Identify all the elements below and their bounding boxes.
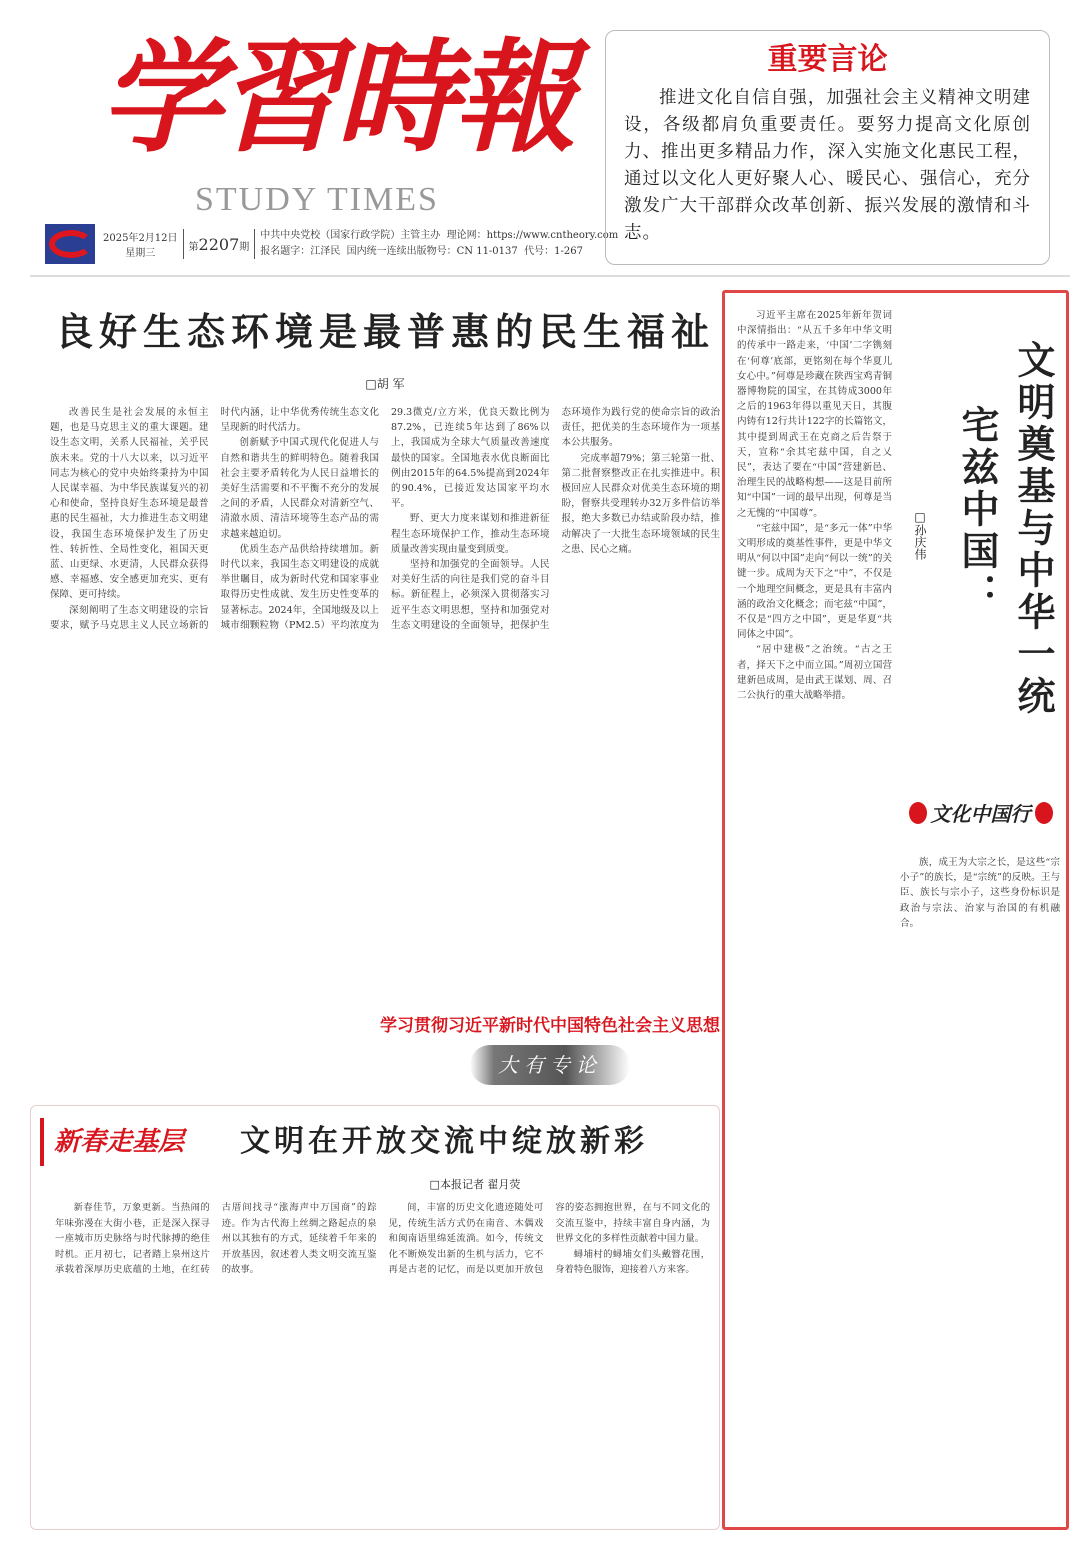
quote-text: 推进文化自信自强，加强社会主义精神文明建设，各级都肩负重要责任。要努力提高文化原创力、推出更多精品力作，深入实施文化惠民工程，通过以文化人更好聚人心、暖民心、强信心，充分激发广大干部群众改革创新、振兴发展的激情和斗志。	[624, 88, 1031, 243]
paragraph: 完成率超79%；第三轮第一批、第二批督察整改正在扎实推进中。积极回应人民群众对优美生态环境的期盼，督察共受理转办32万多件信访举报，绝大多数已办结或阶段办结，推动解决了一大批生态环境领域的民生之患、民心之痛。	[561, 452, 720, 555]
paragraph: 优质生态产品供给持续增加。新时代以来，我国生态文明建设的成就举世瞩目，成为新时代党和国家事业取得历史性成就、发生历史性变革的显著标志。2024年，全国地级及以上城市细颗粒物（PM2.5）平均浓度为29.3微克/立方米，优良天数比例为87.2%，已连续5年达到了86%以上，我国成为全球大气质量改善速度最快的国家。全国地表水优良断面比例由2015年的64.5%提高到2024年的90.4%，已接近发达国家平均水平。	[220, 407, 550, 631]
article2-body	[55, 1200, 710, 1525]
paragraph: 习近平主席在2025年新年贺词中深情指出：“从五千多年中华文明的传承中一路走来，‘中国’二字镌刻在‘何尊’底部，更铭刻在每个华夏儿女心中。”何尊是珍藏在陕西宝鸡青铜器博物院的国宝，在其铸成3000年之后的1963年得以重见天日，其腹内铸有12行共计122字的长篇铭文，其中提到周武王在克商之后告祭于天，宣称“余其宅兹中国，自之乂民”，表达了要在“中国”营建新邑、治理生民的战略构想——这是目前所知“中国”一词的最早出现，何尊是当之无愧的“中国尊”。	[737, 310, 892, 519]
paragraph: 深刻阐明了生态文明建设的宗旨要求，赋予马克思主义人民立场新的时代内涵，让中华优秀传统生态文化呈现新的时代活力。	[50, 407, 379, 631]
paragraph: 改善民生是社会发展的永恒主题，也是马克思主义的重大课题。建设生态文明，关系人民福祉，关乎民族未来。党的十八大以来，以习近平同志为核心的党中央始终秉持为中国人民谋幸福、为中华民族谋复兴的初心和使命，坚持良好生态环境是最普惠的民生福祉，大力推进生态文明建设，我国生态环境保护发生了历史性、转折性、全局性变化，祖国天更蓝、山更绿、水更清，人民群众获得感、幸福感、安全感更加充实、更有保障、更可持续。	[50, 407, 209, 601]
inscription: 报名题字：江泽民	[260, 246, 341, 257]
paragraph: 族，成王为大宗之长，是这些“宗小子”的族长，是“宗统”的反映。王与臣、族长与宗小子，这些身份标识是政治与宗法、治家与治国的有机融合。	[900, 857, 1060, 929]
divider	[30, 275, 1070, 277]
masthead-english: STUDY TIMES	[195, 181, 439, 218]
lantern-icon	[909, 802, 927, 824]
sidebar-author: □孙庆伟	[913, 510, 927, 560]
masthead-logo: 学習時報	[100, 25, 572, 169]
paragraph: 坚持和加强党的全面领导。人民对美好生活的向往是我们党的奋斗目标。新征程上，必须深入贯彻落实习近平生态文明思想，坚持和加强党对生态文明建设的全面领导，把保护生态环境作为践行党的使命宗旨的政治责任，把优美的生态环境作为一项基本公共服务。	[391, 407, 720, 631]
lantern-icon	[1035, 802, 1053, 824]
paragraph: 野、更大力度来谋划和推进新征程生态环境保护工作，推动生态环境质量改善实现由量变到质变。	[391, 513, 550, 555]
issue-prefix: 第	[188, 241, 199, 253]
article1-body	[50, 405, 720, 1005]
code: 代号：1-267	[524, 246, 583, 257]
important-remarks-box	[605, 30, 1050, 265]
masthead-info	[45, 224, 619, 264]
paragraph: “宅兹中国”，是“多元一体”中华文明形成的奠基性事件，更是中华文明从“何以中国”走向“何以一统”的关键一步。成周为天下之“中”，不仅是一个地理空间概念，更是具有丰富内涵的政治文化概念；而宅兹“中国”，不仅是“四方之中国”，更是华夏“共同体之中国”。	[737, 522, 892, 641]
quote-title: 重要言论	[767, 42, 888, 77]
paragraph: 蟳埔村的蟳埔女们头戴簪花围，身着特色服饰，迎接着八方来客。	[555, 1248, 710, 1275]
website: 理论网：https://www.cntheory.com	[446, 230, 619, 241]
column-logo: 大有专论	[470, 1045, 630, 1085]
culture-china-badge	[898, 785, 1063, 840]
article2-kicker: 新春走基层	[40, 1118, 220, 1166]
sidebar-body	[737, 308, 892, 1528]
sidebar-title	[945, 340, 1055, 740]
cn-number: 国内统一连续出版物号：CN 11-0137	[346, 246, 518, 257]
article1-author: □胡 军	[365, 377, 405, 391]
article2-author: □本报记者 翟月荧	[429, 1178, 521, 1191]
sidebar-title-line2: 宅兹中国：	[955, 405, 1000, 615]
date: 2025年2月12日	[103, 233, 178, 244]
emblem-icon	[45, 224, 95, 264]
article2-headline: 文明在开放交流中绽放新彩	[240, 1124, 648, 1159]
sidebar-body-continued	[900, 855, 1060, 1525]
badge-label: 文化中国行	[930, 802, 1031, 826]
paragraph: “居中建极”之治统。“古之王者，择天下之中而立国。”周初立国营建新邑成周，是由武王谋划、周、召二公执行的重大战略举措。	[737, 644, 892, 702]
paragraph: 创新赋予中国式现代化促进人与自然和谐共生的鲜明特色。随着我国社会主要矛盾转化为人民日益增长的美好生活需要和不平衡不充分的发展之间的矛盾，人民群众对清新空气、清澈水质、清洁环境等生态产品的需求越来越迫切。	[220, 437, 379, 540]
weekday: 星期三	[125, 248, 156, 259]
issue-suffix: 期	[239, 241, 250, 253]
sponsor: 中共中央党校（国家行政学院）主管主办	[260, 230, 441, 241]
paragraph: 新春佳节，万象更新。当热闹的年味弥漫在大街小巷，正是深入探寻一座城市历史脉络与时代脉搏的绝佳时机。正月初七，记者踏上泉州这片承载着深厚历史底蕴的土地，在红砖古厝间找寻“涨海声中万国商”的踪迹。作为古代海上丝绸之路起点的泉州以其独有的方式，延续着千年来的开放基因，叙述着人类文明交流互鉴的故事。	[55, 1202, 377, 1275]
issue-number: 2207	[198, 234, 240, 254]
article1-headline: 良好生态环境是最普惠的民生福祉	[54, 309, 715, 354]
paragraph: 间，丰富的历史文化遗迹随处可见，传统生活方式仍在南音、木偶戏和闽南语里绵延流淌。如今，传统文化不断焕发出新的生机与活力，它不再是古老的记忆，而是以更加开放包容的姿态拥抱世界，在与不同文化的交流互鉴中，持续丰富自身内涵，为世界文化的多样性贡献着中国力量。	[388, 1202, 710, 1275]
study-banner: 学习贯彻习近平新时代中国特色社会主义思想	[380, 1016, 720, 1036]
sidebar-title-line1: 文明奠基与中华一统	[1011, 340, 1056, 718]
